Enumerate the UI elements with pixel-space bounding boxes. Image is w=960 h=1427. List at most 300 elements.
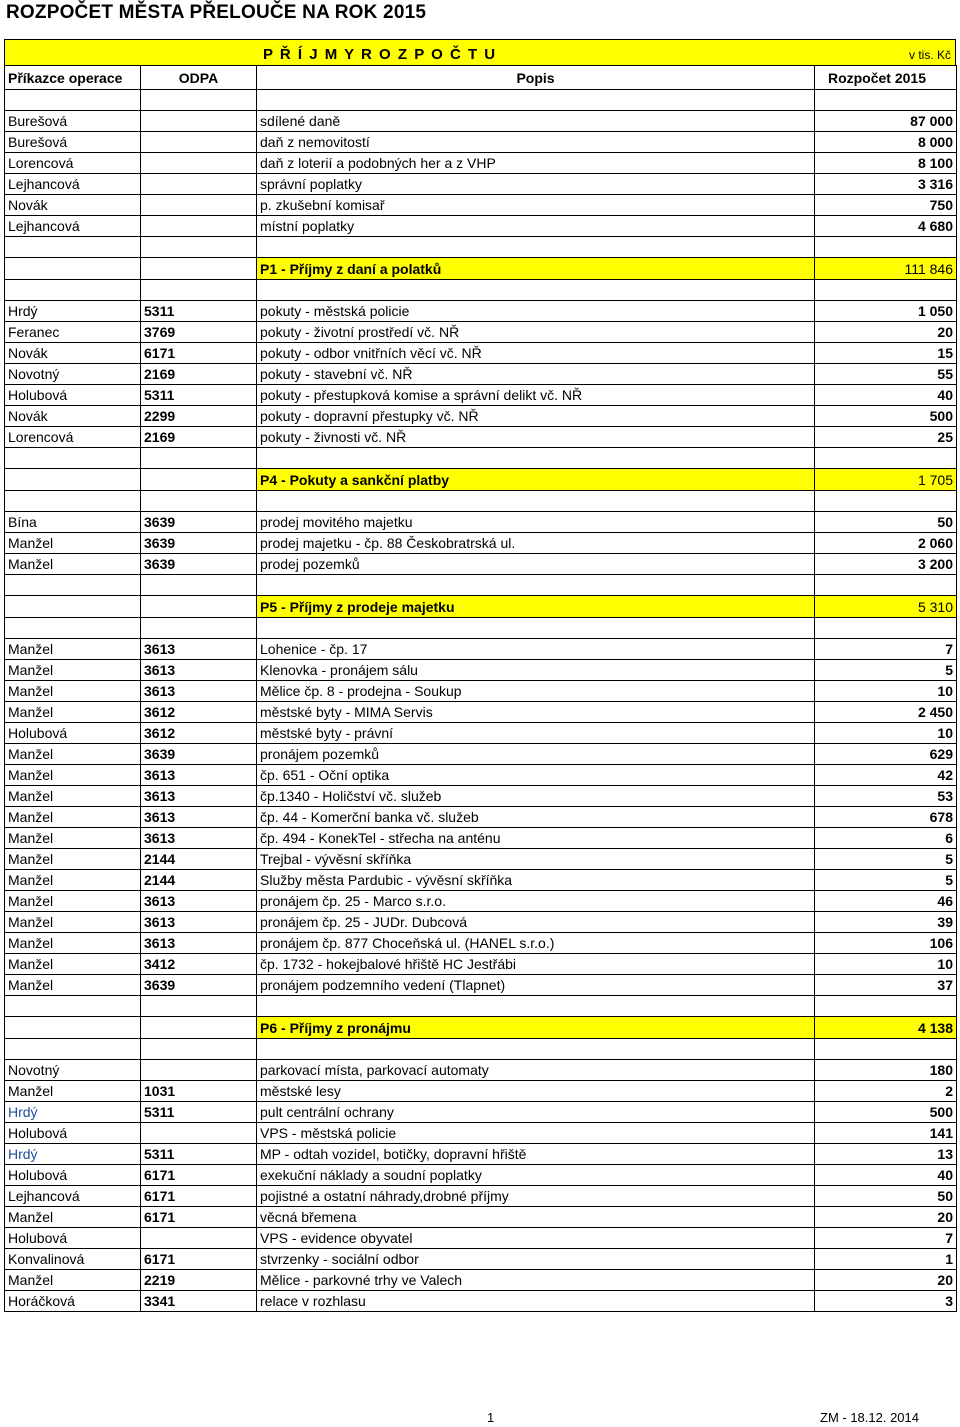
empty-row <box>5 618 957 639</box>
cell-prikazce: Konvalinová <box>5 1249 141 1270</box>
empty-cell <box>815 237 957 258</box>
subtotal-value: 5 310 <box>815 596 957 618</box>
cell-rozpocet: 40 <box>815 385 957 406</box>
cell-prikazce: Manžel <box>5 912 141 933</box>
cell-rozpocet: 55 <box>815 364 957 385</box>
cell-prikazce: Manžel <box>5 554 141 575</box>
subtotal-row <box>5 596 957 618</box>
subtotal-row <box>5 469 957 491</box>
cell-prikazce: Manžel <box>5 702 141 723</box>
subtotal-label: P4 - Pokuty a sankční platby <box>257 469 815 491</box>
empty-cell <box>257 996 815 1017</box>
cell-popis: pronájem čp. 25 - JUDr. Dubcová <box>257 912 815 933</box>
cell-rozpocet: 25 <box>815 427 957 448</box>
cell-prikazce: Novák <box>5 406 141 427</box>
empty-cell <box>5 491 141 512</box>
cell-odpa: 3613 <box>141 681 257 702</box>
cell-popis: parkovací místa, parkovací automaty <box>257 1060 815 1081</box>
cell-popis: městské byty - MIMA Servis <box>257 702 815 723</box>
cell-rozpocet: 8 100 <box>815 153 957 174</box>
cell-prikazce: Holubová <box>5 1165 141 1186</box>
cell-odpa: 2169 <box>141 364 257 385</box>
cell-prikazce: Manžel <box>5 765 141 786</box>
cell-popis: čp. 1732 - hokejbalové hřiště HC Jestřábi <box>257 954 815 975</box>
cell-popis: exekuční náklady a soudní poplatky <box>257 1165 815 1186</box>
empty-cell <box>257 90 815 111</box>
cell-rozpocet: 180 <box>815 1060 957 1081</box>
cell-prikazce: Manžel <box>5 533 141 554</box>
cell-odpa <box>141 1228 257 1249</box>
table-row <box>5 216 957 237</box>
cell-odpa: 3613 <box>141 807 257 828</box>
cell-prikazce: Manžel <box>5 828 141 849</box>
cell-prikazce: Lejhancová <box>5 216 141 237</box>
cell-prikazce: Manžel <box>5 1270 141 1291</box>
empty-cell <box>141 1017 257 1039</box>
empty-cell <box>5 596 141 618</box>
cell-prikazce: Manžel <box>5 681 141 702</box>
table-row <box>5 807 957 828</box>
cell-odpa <box>141 132 257 153</box>
table-row <box>5 870 957 891</box>
cell-odpa: 6171 <box>141 1186 257 1207</box>
table-row <box>5 385 957 406</box>
empty-cell <box>141 258 257 280</box>
cell-popis: prodej majetku - čp. 88 Českobratrská ul. <box>257 533 815 554</box>
empty-cell <box>141 575 257 596</box>
cell-rozpocet: 3 200 <box>815 554 957 575</box>
cell-rozpocet: 629 <box>815 744 957 765</box>
cell-popis: relace v rozhlasu <box>257 1291 815 1312</box>
empty-cell <box>5 1017 141 1039</box>
table-row <box>5 153 957 174</box>
header-row <box>5 66 957 90</box>
empty-cell <box>257 575 815 596</box>
cell-popis: pokuty - živnosti vč. NŘ <box>257 427 815 448</box>
cell-popis: pult centrální ochrany <box>257 1102 815 1123</box>
cell-popis: pokuty - stavební vč. NŘ <box>257 364 815 385</box>
cell-rozpocet: 20 <box>815 322 957 343</box>
cell-odpa: 5311 <box>141 385 257 406</box>
cell-odpa: 3613 <box>141 660 257 681</box>
subtotal-value: 111 846 <box>815 258 957 280</box>
column-header-prikazce: Příkazce operace <box>5 66 141 90</box>
column-header-rozpocet: Rozpočet 2015 <box>815 66 957 90</box>
table-row <box>5 723 957 744</box>
section-heading: P Ř Í J M Y R O Z P O Č T U <box>263 46 497 63</box>
empty-cell <box>141 618 257 639</box>
cell-popis: daň z nemovitostí <box>257 132 815 153</box>
cell-popis: Mělice - parkovné trhy ve Valech <box>257 1270 815 1291</box>
table-row <box>5 1291 957 1312</box>
empty-cell <box>141 1039 257 1060</box>
cell-popis: pokuty - přestupková komise a správní delikt vč. NŘ <box>257 385 815 406</box>
empty-cell <box>257 237 815 258</box>
empty-cell <box>141 237 257 258</box>
cell-rozpocet: 7 <box>815 1228 957 1249</box>
cell-popis: čp. 494 - KonekTel - střecha na anténu <box>257 828 815 849</box>
column-header-popis: Popis <box>257 66 815 90</box>
empty-cell <box>141 90 257 111</box>
cell-popis: pokuty - odbor vnitřních věcí vč. NŘ <box>257 343 815 364</box>
cell-prikazce: Manžel <box>5 933 141 954</box>
cell-odpa: 3341 <box>141 1291 257 1312</box>
cell-prikazce: Manžel <box>5 807 141 828</box>
cell-prikazce: Manžel <box>5 870 141 891</box>
cell-prikazce: Manžel <box>5 1081 141 1102</box>
cell-prikazce: Novák <box>5 195 141 216</box>
cell-odpa: 3639 <box>141 975 257 996</box>
table-row <box>5 1144 957 1165</box>
cell-prikazce: Feranec <box>5 322 141 343</box>
subtotal-label: P1 - Příjmy z daní a polatků <box>257 258 815 280</box>
empty-cell <box>815 491 957 512</box>
table-row <box>5 765 957 786</box>
table-row <box>5 512 957 533</box>
footer-date: ZM - 18.12. 2014 <box>820 1410 919 1425</box>
cell-popis: pokuty - dopravní přestupky vč. NŘ <box>257 406 815 427</box>
subtotal-label: P6 - Příjmy z pronájmu <box>257 1017 815 1039</box>
cell-rozpocet: 10 <box>815 723 957 744</box>
table-row <box>5 301 957 322</box>
empty-cell <box>815 90 957 111</box>
table-row <box>5 533 957 554</box>
cell-rozpocet: 39 <box>815 912 957 933</box>
table-row <box>5 132 957 153</box>
table-row <box>5 406 957 427</box>
cell-rozpocet: 1 050 <box>815 301 957 322</box>
cell-prikazce: Manžel <box>5 954 141 975</box>
cell-popis: MP - odtah vozidel, botičky, dopravní hřiště <box>257 1144 815 1165</box>
cell-rozpocet: 1 <box>815 1249 957 1270</box>
cell-odpa <box>141 216 257 237</box>
cell-rozpocet: 5 <box>815 849 957 870</box>
empty-cell <box>815 1039 957 1060</box>
table-row <box>5 1228 957 1249</box>
cell-prikazce: Manžel <box>5 975 141 996</box>
cell-rozpocet: 2 <box>815 1081 957 1102</box>
cell-rozpocet: 50 <box>815 1186 957 1207</box>
table-row <box>5 1081 957 1102</box>
cell-odpa: 1031 <box>141 1081 257 1102</box>
cell-odpa: 2219 <box>141 1270 257 1291</box>
empty-cell <box>141 596 257 618</box>
empty-cell <box>257 448 815 469</box>
table-row <box>5 681 957 702</box>
section-heading-band <box>4 39 956 65</box>
cell-prikazce: Hrdý <box>5 1144 141 1165</box>
cell-rozpocet: 2 060 <box>815 533 957 554</box>
table-row <box>5 933 957 954</box>
empty-cell <box>815 575 957 596</box>
empty-cell <box>5 280 141 301</box>
cell-odpa <box>141 1060 257 1081</box>
empty-cell <box>141 280 257 301</box>
cell-odpa: 5311 <box>141 1144 257 1165</box>
subtotal-value: 4 138 <box>815 1017 957 1039</box>
cell-odpa: 3639 <box>141 512 257 533</box>
cell-popis: sdílené daně <box>257 111 815 132</box>
table-row <box>5 1123 957 1144</box>
cell-odpa: 3613 <box>141 891 257 912</box>
cell-rozpocet: 5 <box>815 870 957 891</box>
subtotal-label: P5 - Příjmy z prodeje majetku <box>257 596 815 618</box>
table-row <box>5 1102 957 1123</box>
cell-prikazce: Manžel <box>5 744 141 765</box>
cell-odpa <box>141 1123 257 1144</box>
cell-prikazce: Lorencová <box>5 427 141 448</box>
empty-cell <box>141 469 257 491</box>
cell-popis: prodej movitého majetku <box>257 512 815 533</box>
cell-rozpocet: 13 <box>815 1144 957 1165</box>
cell-prikazce: Holubová <box>5 1123 141 1144</box>
empty-row <box>5 996 957 1017</box>
table-row <box>5 639 957 660</box>
table-row <box>5 427 957 448</box>
cell-popis: daň z loterií a podobných her a z VHP <box>257 153 815 174</box>
empty-cell <box>5 996 141 1017</box>
cell-prikazce: Manžel <box>5 1207 141 1228</box>
cell-rozpocet: 750 <box>815 195 957 216</box>
table-row <box>5 975 957 996</box>
table-row <box>5 1165 957 1186</box>
cell-odpa: 3612 <box>141 702 257 723</box>
table-row <box>5 660 957 681</box>
cell-popis: Klenovka - pronájem sálu <box>257 660 815 681</box>
cell-odpa: 3639 <box>141 533 257 554</box>
table-row <box>5 891 957 912</box>
cell-odpa: 3613 <box>141 639 257 660</box>
table-row <box>5 174 957 195</box>
cell-prikazce: Lorencová <box>5 153 141 174</box>
unit-label: v tis. Kč <box>908 48 951 62</box>
cell-rozpocet: 500 <box>815 406 957 427</box>
empty-cell <box>5 618 141 639</box>
cell-odpa: 3613 <box>141 765 257 786</box>
cell-popis: pronájem pozemků <box>257 744 815 765</box>
cell-rozpocet: 678 <box>815 807 957 828</box>
cell-prikazce: Holubová <box>5 385 141 406</box>
cell-popis: pojistné a ostatní náhrady,drobné příjmy <box>257 1186 815 1207</box>
empty-cell <box>5 469 141 491</box>
empty-cell <box>141 448 257 469</box>
table-row <box>5 1249 957 1270</box>
cell-prikazce: Novotný <box>5 364 141 385</box>
cell-odpa <box>141 195 257 216</box>
budget-table <box>4 65 957 1312</box>
cell-prikazce: Novák <box>5 343 141 364</box>
cell-prikazce: Manžel <box>5 639 141 660</box>
empty-cell <box>257 618 815 639</box>
empty-cell <box>141 996 257 1017</box>
cell-prikazce: Bína <box>5 512 141 533</box>
cell-prikazce: Manžel <box>5 849 141 870</box>
cell-odpa: 3769 <box>141 322 257 343</box>
cell-popis: čp. 651 - Oční optika <box>257 765 815 786</box>
cell-popis: správní poplatky <box>257 174 815 195</box>
cell-rozpocet: 42 <box>815 765 957 786</box>
cell-odpa: 3412 <box>141 954 257 975</box>
cell-odpa: 3639 <box>141 744 257 765</box>
cell-odpa: 3613 <box>141 786 257 807</box>
cell-popis: Lohenice - čp. 17 <box>257 639 815 660</box>
cell-prikazce: Holubová <box>5 1228 141 1249</box>
cell-odpa <box>141 174 257 195</box>
page-number: 1 <box>487 1410 495 1425</box>
subtotal-row <box>5 1017 957 1039</box>
cell-prikazce: Manžel <box>5 660 141 681</box>
cell-prikazce: Novotný <box>5 1060 141 1081</box>
cell-rozpocet: 20 <box>815 1270 957 1291</box>
cell-rozpocet: 5 <box>815 660 957 681</box>
cell-popis: Služby města Pardubic - vývěsní skříňka <box>257 870 815 891</box>
cell-rozpocet: 46 <box>815 891 957 912</box>
empty-cell <box>141 491 257 512</box>
cell-odpa: 5311 <box>141 1102 257 1123</box>
cell-popis: čp.1340 - Holičství vč. služeb <box>257 786 815 807</box>
cell-rozpocet: 141 <box>815 1123 957 1144</box>
cell-odpa: 6171 <box>141 1165 257 1186</box>
subtotal-row <box>5 258 957 280</box>
cell-popis: místní poplatky <box>257 216 815 237</box>
document-title: ROZPOČET MĚSTA PŘELOUČE NA ROK 2015 <box>6 2 427 23</box>
cell-popis: městské byty - právní <box>257 723 815 744</box>
empty-row <box>5 1039 957 1060</box>
cell-popis: stvrzenky - sociální odbor <box>257 1249 815 1270</box>
cell-odpa: 5311 <box>141 301 257 322</box>
table-row <box>5 1186 957 1207</box>
cell-rozpocet: 8 000 <box>815 132 957 153</box>
cell-odpa: 2299 <box>141 406 257 427</box>
cell-odpa: 3612 <box>141 723 257 744</box>
empty-cell <box>257 491 815 512</box>
table-row <box>5 322 957 343</box>
empty-row <box>5 575 957 596</box>
cell-odpa: 3613 <box>141 828 257 849</box>
empty-cell <box>257 1039 815 1060</box>
cell-odpa: 6171 <box>141 1249 257 1270</box>
cell-popis: věcná břemena <box>257 1207 815 1228</box>
empty-cell <box>5 1039 141 1060</box>
cell-rozpocet: 15 <box>815 343 957 364</box>
cell-rozpocet: 50 <box>815 512 957 533</box>
table-row <box>5 786 957 807</box>
table-row <box>5 554 957 575</box>
empty-row <box>5 448 957 469</box>
cell-prikazce: Manžel <box>5 891 141 912</box>
cell-popis: městské lesy <box>257 1081 815 1102</box>
empty-cell <box>257 280 815 301</box>
cell-prikazce: Holubová <box>5 723 141 744</box>
empty-cell <box>5 237 141 258</box>
cell-rozpocet: 4 680 <box>815 216 957 237</box>
cell-rozpocet: 106 <box>815 933 957 954</box>
table-row <box>5 364 957 385</box>
table-row <box>5 111 957 132</box>
cell-rozpocet: 87 000 <box>815 111 957 132</box>
table-row <box>5 1270 957 1291</box>
cell-odpa: 2169 <box>141 427 257 448</box>
cell-odpa: 3639 <box>141 554 257 575</box>
cell-rozpocet: 2 450 <box>815 702 957 723</box>
cell-rozpocet: 20 <box>815 1207 957 1228</box>
table-row <box>5 195 957 216</box>
cell-prikazce: Burešová <box>5 111 141 132</box>
cell-prikazce: Lejhancová <box>5 174 141 195</box>
cell-odpa: 2144 <box>141 849 257 870</box>
empty-cell <box>5 258 141 280</box>
cell-rozpocet: 10 <box>815 954 957 975</box>
empty-row <box>5 237 957 258</box>
cell-rozpocet: 7 <box>815 639 957 660</box>
table-row <box>5 1207 957 1228</box>
table-row <box>5 702 957 723</box>
cell-rozpocet: 6 <box>815 828 957 849</box>
table-row <box>5 912 957 933</box>
cell-odpa <box>141 153 257 174</box>
column-header-odpa: ODPA <box>141 66 257 90</box>
cell-rozpocet: 3 316 <box>815 174 957 195</box>
cell-prikazce: Lejhancová <box>5 1186 141 1207</box>
table-row <box>5 849 957 870</box>
empty-cell <box>5 448 141 469</box>
cell-prikazce: Burešová <box>5 132 141 153</box>
empty-cell <box>815 996 957 1017</box>
table-row <box>5 744 957 765</box>
subtotal-value: 1 705 <box>815 469 957 491</box>
cell-odpa: 3613 <box>141 912 257 933</box>
empty-cell <box>5 90 141 111</box>
empty-cell <box>815 280 957 301</box>
cell-popis: VPS - městská policie <box>257 1123 815 1144</box>
table-row <box>5 828 957 849</box>
cell-rozpocet: 10 <box>815 681 957 702</box>
cell-rozpocet: 3 <box>815 1291 957 1312</box>
cell-prikazce: Hrdý <box>5 1102 141 1123</box>
cell-popis: čp. 44 - Komerční banka vč. služeb <box>257 807 815 828</box>
cell-popis: pokuty - městská policie <box>257 301 815 322</box>
cell-odpa: 3613 <box>141 933 257 954</box>
cell-popis: p. zkušební komisař <box>257 195 815 216</box>
cell-popis: VPS - evidence obyvatel <box>257 1228 815 1249</box>
cell-rozpocet: 53 <box>815 786 957 807</box>
cell-popis: pokuty - životní prostředí vč. NŘ <box>257 322 815 343</box>
cell-rozpocet: 40 <box>815 1165 957 1186</box>
empty-cell <box>815 448 957 469</box>
cell-popis: Mělice čp. 8 - prodejna - Soukup <box>257 681 815 702</box>
empty-cell <box>5 575 141 596</box>
empty-row <box>5 491 957 512</box>
table-row <box>5 1060 957 1081</box>
cell-odpa <box>141 111 257 132</box>
cell-popis: Trejbal - vývěsní skříňka <box>257 849 815 870</box>
cell-prikazce: Hrdý <box>5 301 141 322</box>
cell-prikazce: Horáčková <box>5 1291 141 1312</box>
cell-prikazce: Manžel <box>5 786 141 807</box>
empty-cell <box>815 618 957 639</box>
empty-row <box>5 90 957 111</box>
cell-popis: pronájem podzemního vedení (Tlapnet) <box>257 975 815 996</box>
cell-popis: pronájem čp. 25 - Marco s.r.o. <box>257 891 815 912</box>
cell-odpa: 2144 <box>141 870 257 891</box>
empty-row <box>5 280 957 301</box>
cell-rozpocet: 500 <box>815 1102 957 1123</box>
cell-popis: pronájem čp. 877 Choceňská ul. (HANEL s.r.o.) <box>257 933 815 954</box>
table-row <box>5 954 957 975</box>
cell-rozpocet: 37 <box>815 975 957 996</box>
cell-popis: prodej pozemků <box>257 554 815 575</box>
table-row <box>5 343 957 364</box>
